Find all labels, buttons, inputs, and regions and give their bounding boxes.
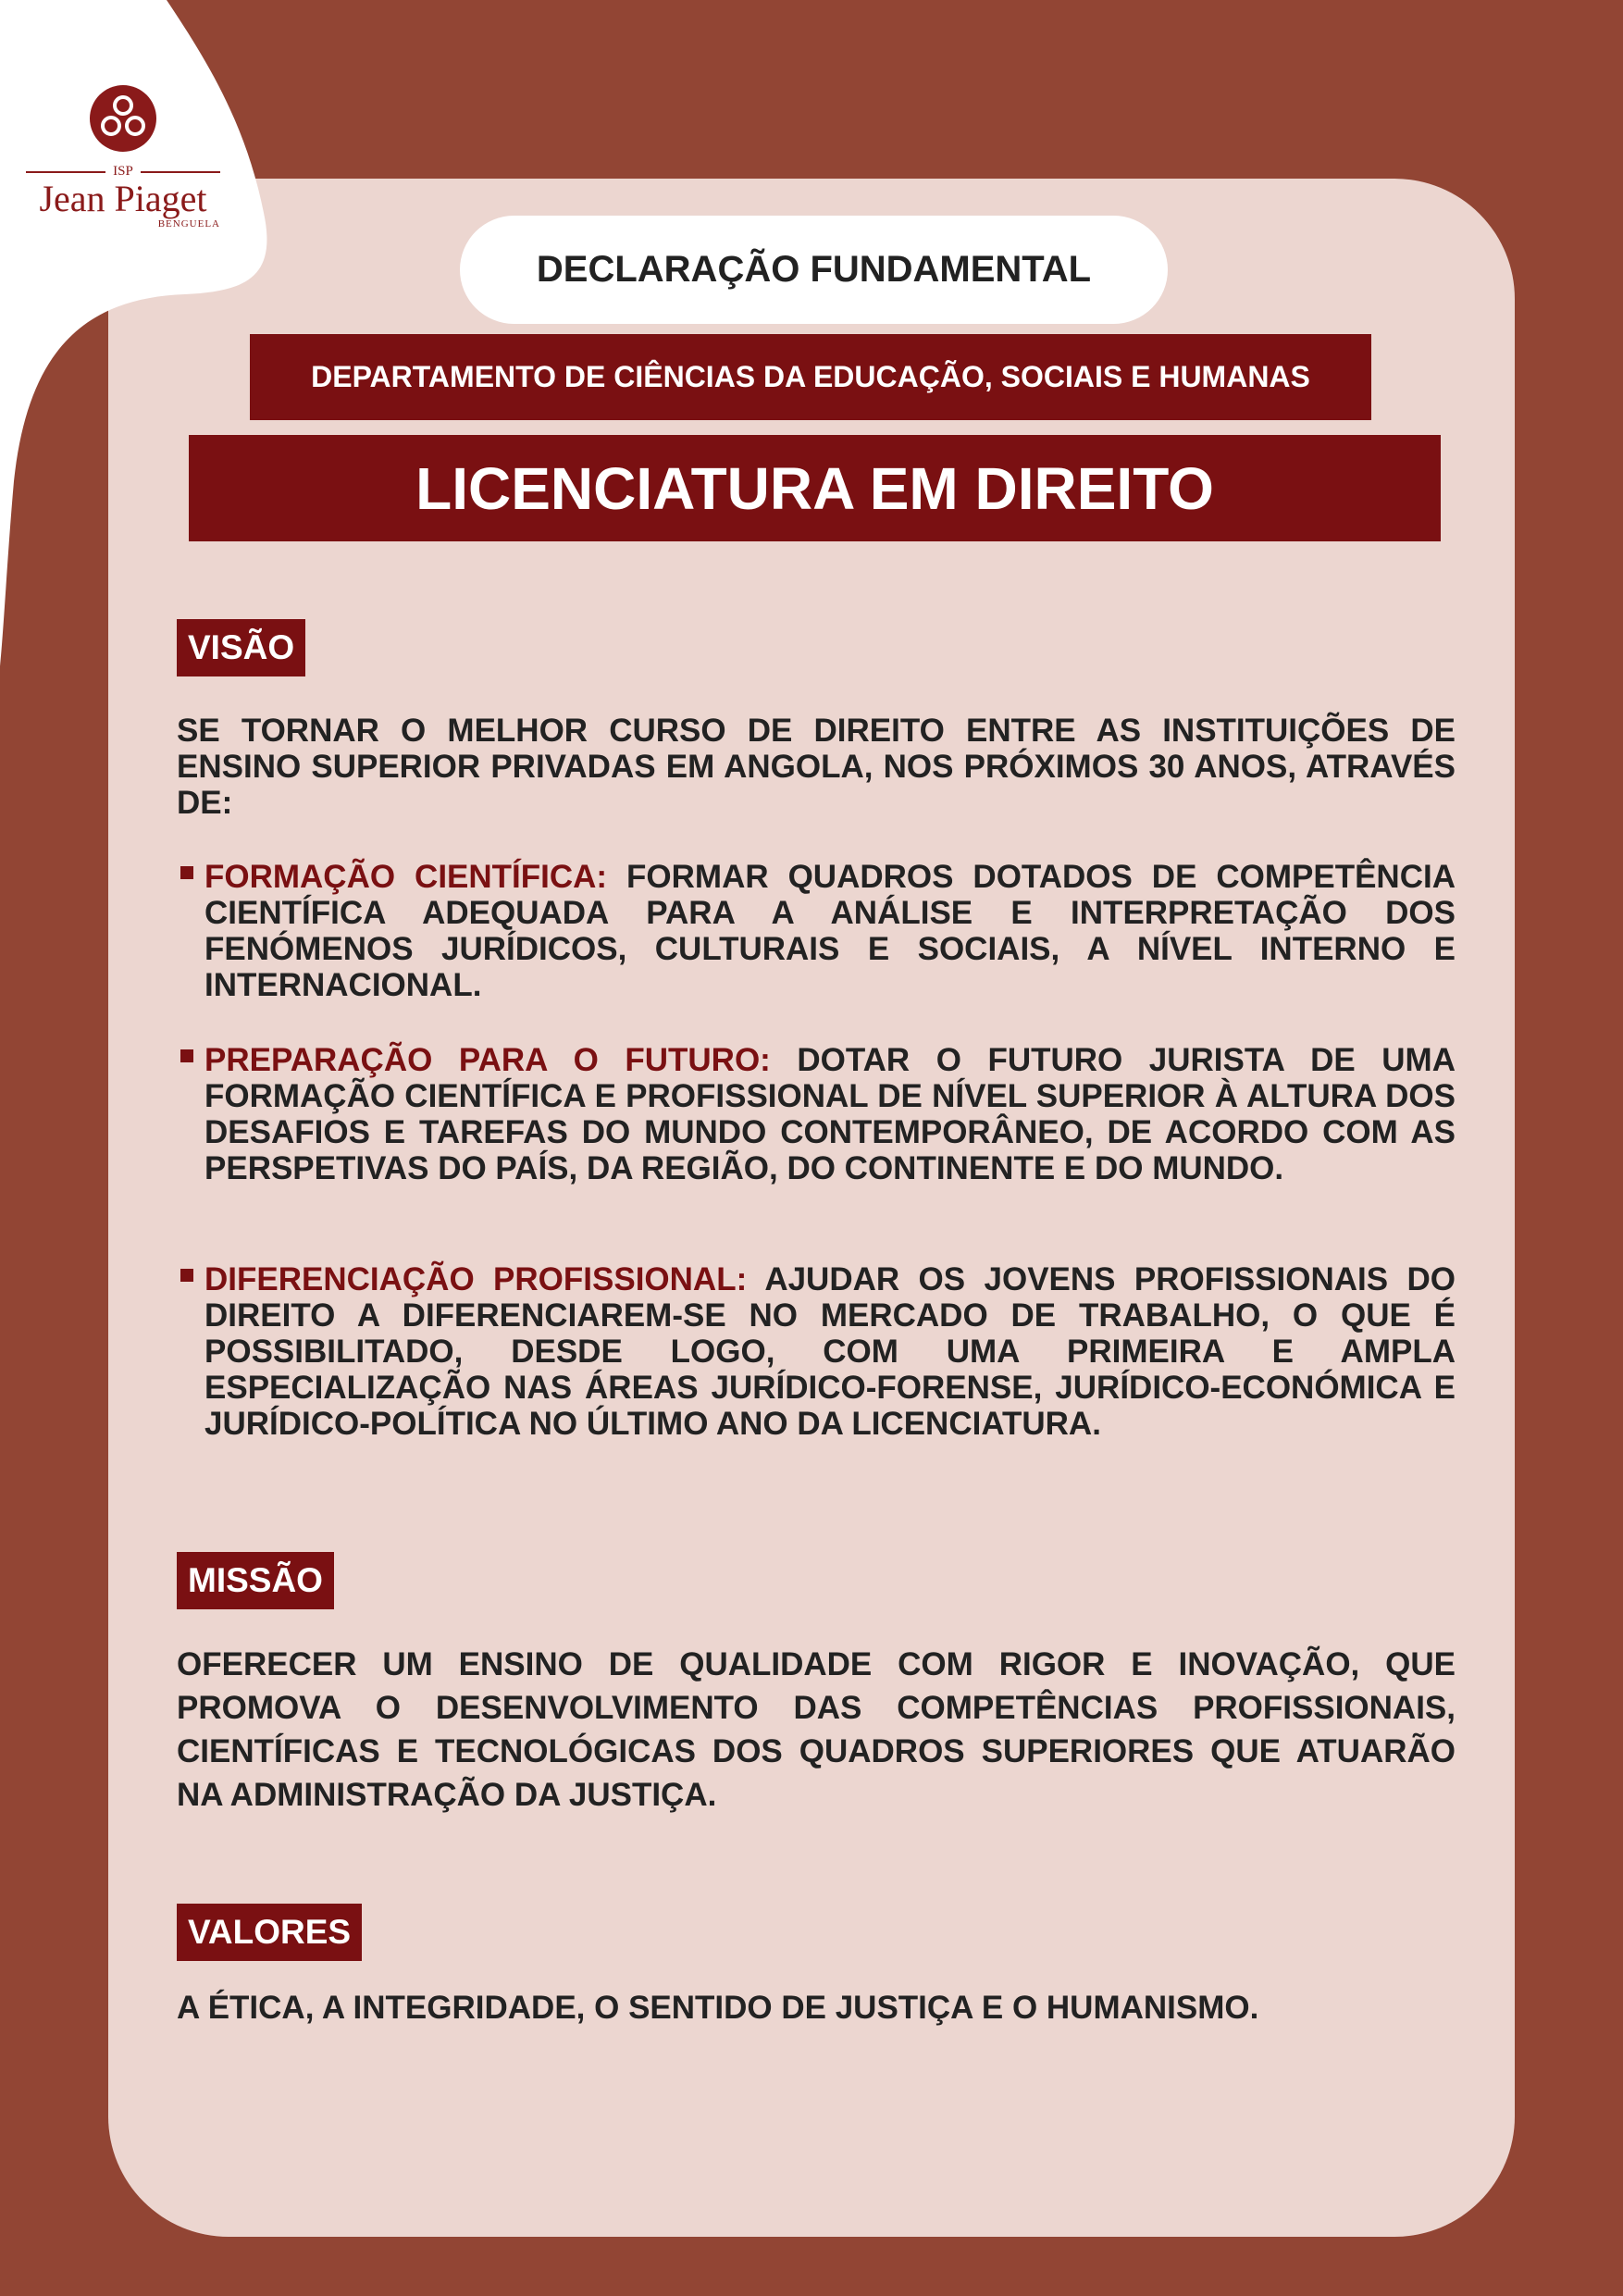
logo-city: BENGUELA	[157, 218, 220, 230]
vision-intro: SE TORNAR O MELHOR CURSO DE DIREITO ENTRE AS INSTITUIÇÕES DE ENSINO SUPERIOR PRIVADAS EM ANGOLA, NOS PRÓXIMOS 30 ANOS, ATRAVÉS DE:	[177, 713, 1456, 821]
logo	[26, 83, 220, 230]
bullet-icon	[180, 1269, 193, 1282]
course-banner: LICENCIATURA EM DIREITO	[189, 435, 1441, 541]
vision-label: VISÃO	[177, 619, 305, 676]
page-title: DECLARAÇÃO FUNDAMENTAL	[460, 216, 1168, 324]
mission-text: OFERECER UM ENSINO DE QUALIDADE COM RIGOR E INOVAÇÃO, QUE PROMOVA O DESENVOLVIMENTO DAS COMPETÊNCIAS PROFISSIONAIS, CIENTÍFICAS E TECNOLÓGICAS DOS QUADROS SUPERIORES QUE ATUARÃO NA ADMINISTRAÇÃO DA JUSTIÇA.	[177, 1646, 1456, 1813]
values-text: A ÉTICA, A INTEGRIDADE, O SENTIDO DE JUSTIÇA E O HUMANISMO.	[177, 1990, 1259, 2026]
vision-item: PREPARAÇÃO PARA O FUTURO: DOTAR O FUTURO JURISTA DE UMA FORMAÇÃO CIENTÍFICA E PROFISSIONAL DE NÍVEL SUPERIOR À ALTURA DOS DESAFIOS E TAREFAS DO MUNDO CONTEMPORÂNEO, DE ACORDO COM AS PERSPETIVAS DO PAÍS, DA REGIÃO, DO CONTINENTE E DO MUNDO.	[177, 1042, 1456, 1186]
department-banner: DEPARTAMENTO DE CIÊNCIAS DA EDUCAÇÃO, SOCIAIS E HUMANAS	[250, 334, 1371, 420]
bullet-icon	[180, 866, 193, 879]
logo-acronym: ISP	[113, 164, 133, 179]
vision-item: DIFERENCIAÇÃO PROFISSIONAL: AJUDAR OS JOVENS PROFISSIONAIS DO DIREITO A DIFERENCIAREM-SE NO MERCADO DE TRABALHO, O QUE É POSSIBILITADO, DESDE LOGO, COM UMA PRIMEIRA E AMPLA ESPECIALIZAÇÃO NAS ÁREAS JURÍDICO-FORENSE, JURÍDICO-ECONÓMICA E JURÍDICO-POLÍTICA NO ÚLTIMO ANO DA LICENCIATURA.	[177, 1261, 1456, 1442]
bullet-icon	[180, 1049, 193, 1062]
logo-name: Jean Piaget	[39, 178, 207, 219]
mission-label: MISSÃO	[177, 1552, 334, 1609]
vision-item: FORMAÇÃO CIENTÍFICA: FORMAR QUADROS DOTADOS DE COMPETÊNCIA CIENTÍFICA ADEQUADA PARA A ANÁLISE E INTERPRETAÇÃO DOS FENÓMENOS JURÍDICOS, CULTURAIS E SOCIAIS, A NÍVEL INTERNO E INTERNACIONAL.	[177, 859, 1456, 1003]
triskele-emblem-icon	[88, 83, 158, 154]
values-label: VALORES	[177, 1904, 362, 1961]
